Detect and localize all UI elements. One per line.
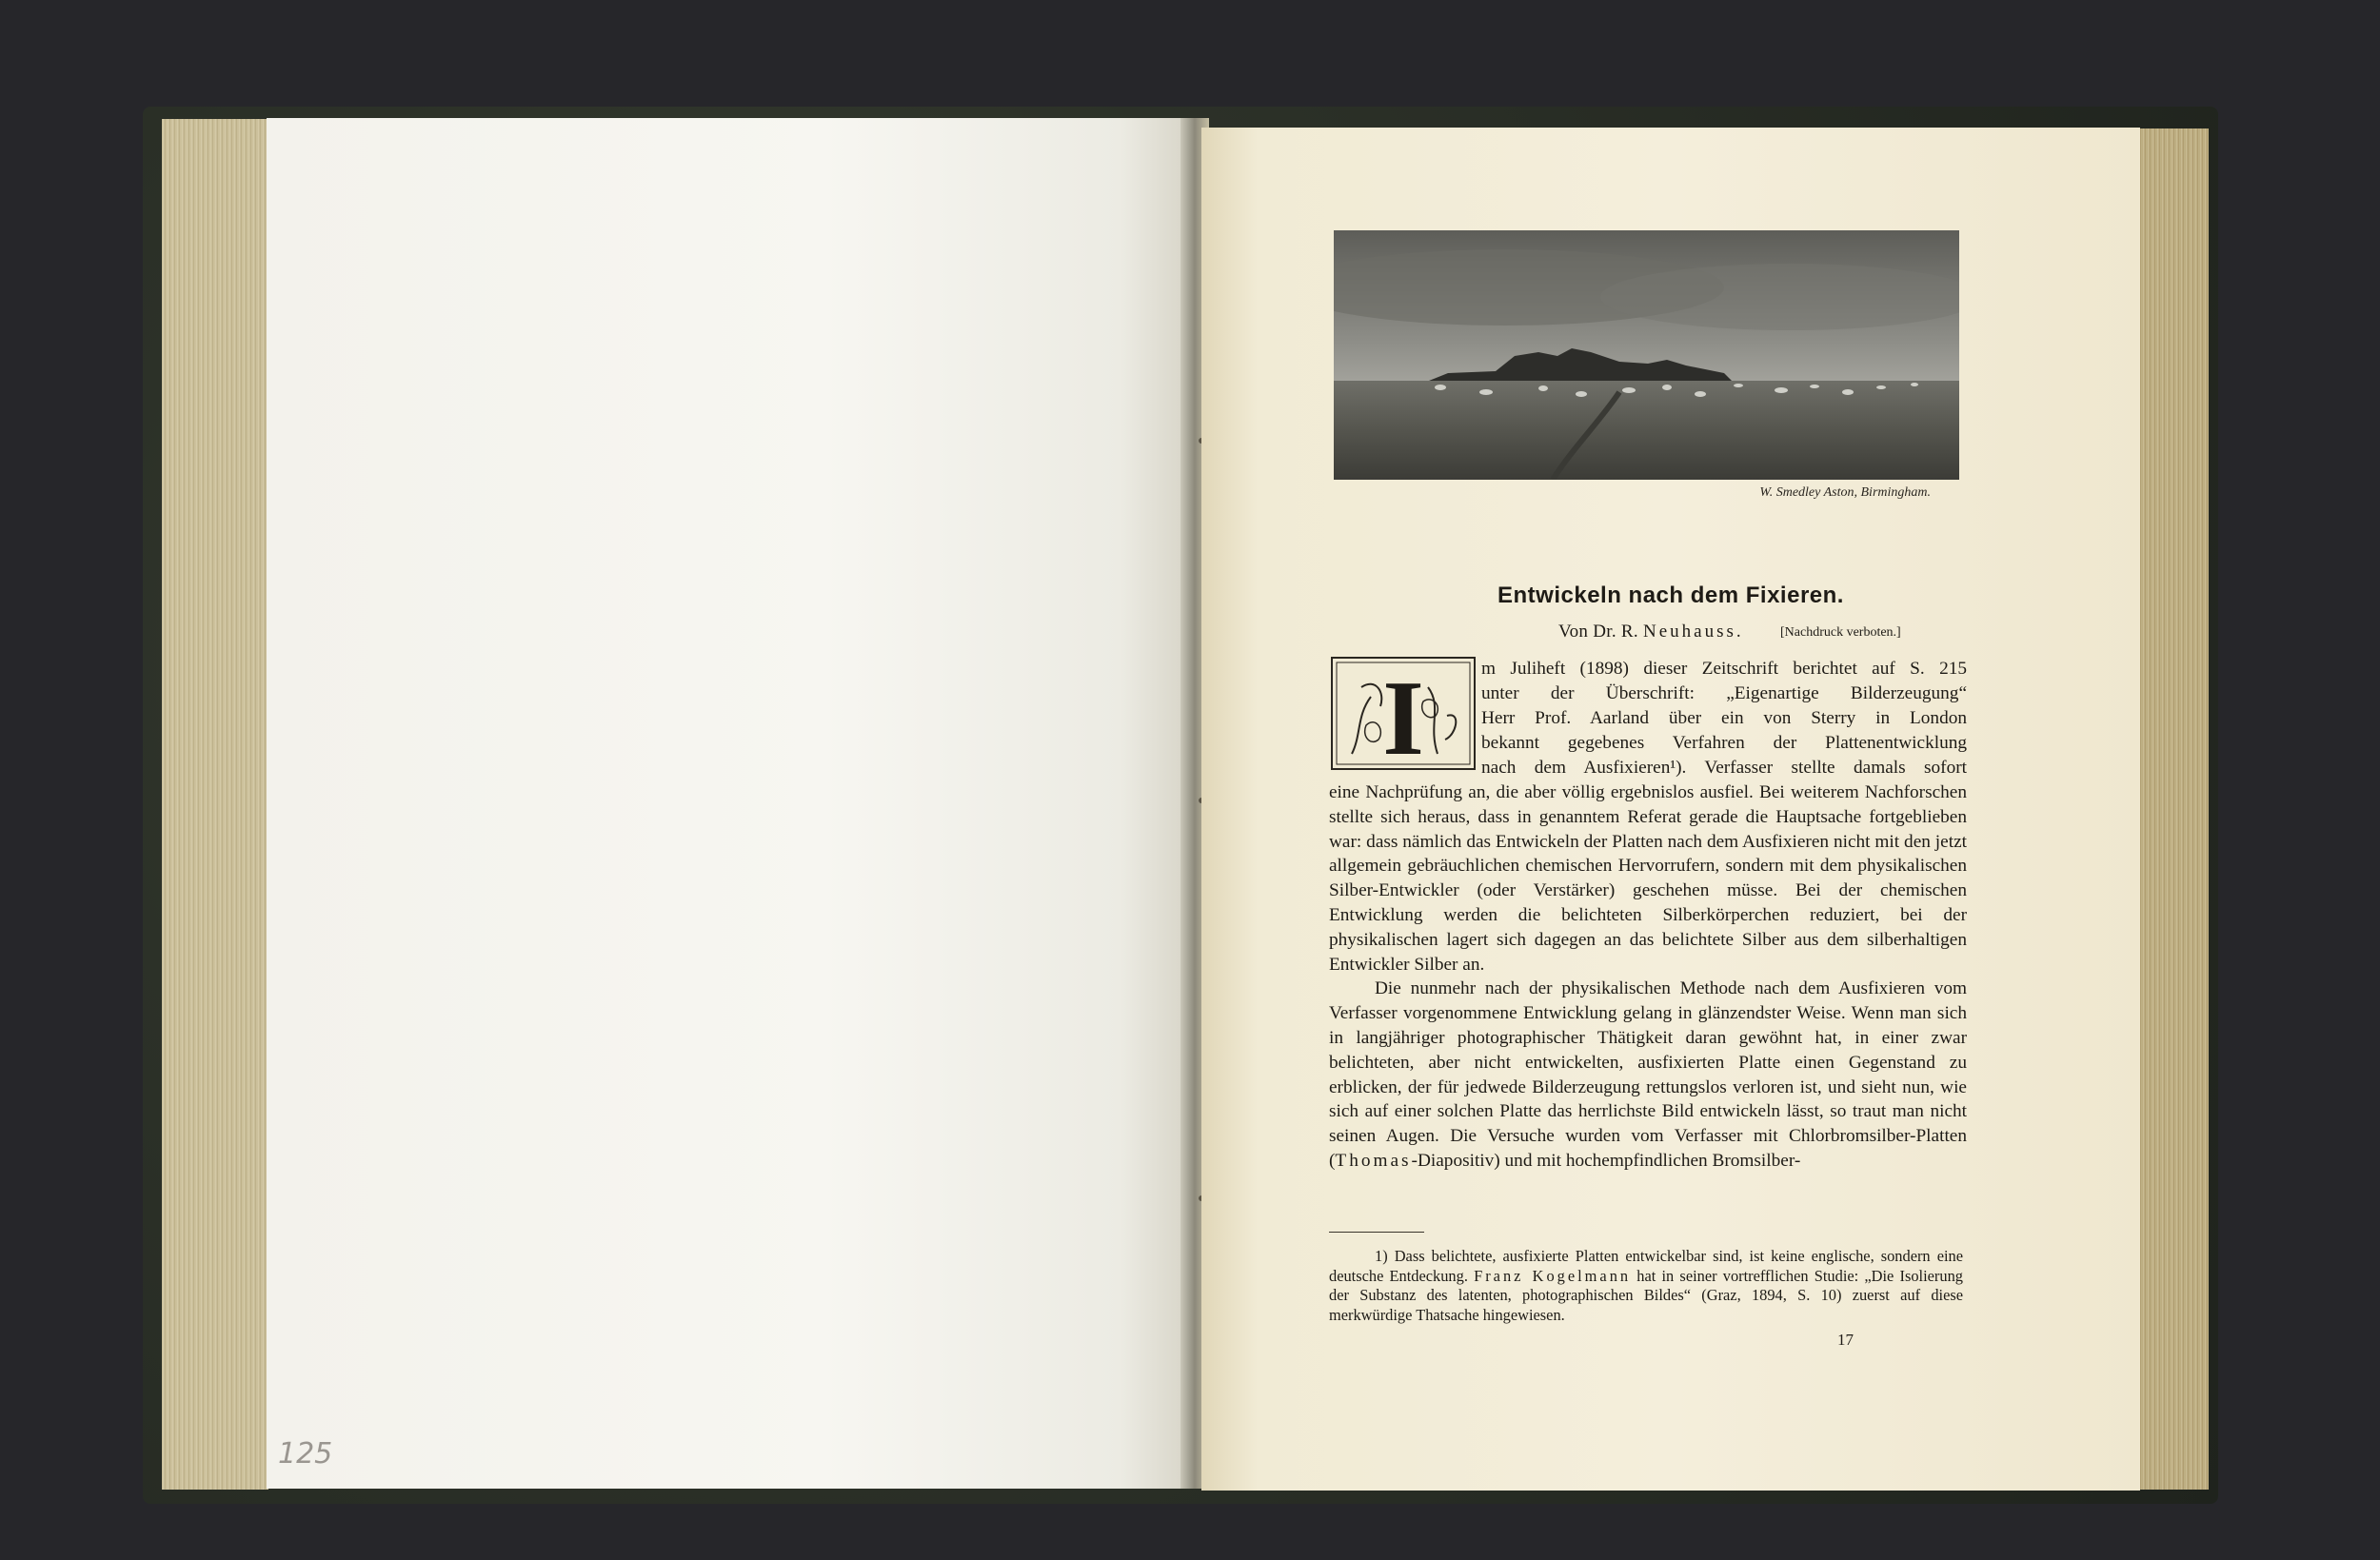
- lead-line: Herr Prof. Aarland über ein von Sterry in London: [1481, 708, 1967, 728]
- lead-line: m Juliheft (1898) dieser Zeitschrift berichtet auf S. 215: [1481, 659, 1967, 679]
- right-page-edges: [2137, 128, 2209, 1490]
- author-name: Neuhauss.: [1643, 622, 1744, 642]
- paragraph-2-name: Thomas: [1335, 1150, 1412, 1171]
- footnote-text: 1) Dass belichtete, ausfixierte Platten entwickelbar sind, ist keine englische, sondern eine deutsche Entdeckung.: [1329, 1247, 1963, 1285]
- photo-credit: W. Smedley Aston, Birmingham.: [1759, 485, 1931, 500]
- pencil-page-note: 125: [278, 1437, 333, 1471]
- footnote-rule: [1329, 1232, 1424, 1233]
- landscape-photograph: [1334, 230, 1959, 480]
- lead-line: unter der Überschrift: „Eigenartige Bilderzeugung“: [1481, 683, 1967, 703]
- paragraph-2-text: Die nunmehr nach der physikalischen Methode nach dem Ausfixieren vom Verfasser vorgenommene Entwicklung gelang in glänzendster Weise. Wenn man sich in langjähriger photographischer Thätigkeit daran gewöhnt hat, in einer zwar belichteten, aber nicht entwickelten, ausfixierten Platte einen Gegenstand zu erblicken, der für jedwede Bilderzeugung rettungslos verloren ist, und sieht nun, wie sich auf einer solchen Platte das herrlichste Bild entwickeln lässt, so traut man nicht seinen Augen. Die Versuche wurden vom Verfasser mit Chlorbromsilber-Platten (: [1329, 978, 1967, 1171]
- lead-line: bekannt gegebenes Verfahren der Plattenentwicklung: [1481, 733, 1967, 753]
- article-body: [1329, 780, 1967, 1174]
- left-page-edges: [162, 119, 268, 1490]
- left-blank-page: [267, 118, 1195, 1489]
- paragraph-2-tail: -Diapositiv) und mit hochempfindlichen Bromsilber-: [1411, 1150, 1801, 1171]
- article-title: Entwickeln nach dem Fixieren.: [1497, 583, 1844, 608]
- lead-line: nach dem Ausfixieren¹). Verfasser stellte damals sofort: [1481, 758, 1967, 778]
- article-byline: [1558, 622, 1744, 642]
- decorated-initial: [1331, 657, 1476, 770]
- byline-prefix: Von Dr. R.: [1558, 622, 1643, 642]
- page-number: 17: [1837, 1331, 1854, 1349]
- initial-letter: I: [1382, 660, 1424, 768]
- paragraph-1: eine Nachprüfung an, die aber völlig ergebnislos ausfiel. Bei weiterem Nachforschen stellte sich heraus, dass in genanntem Referat gerade die Hauptsache fortgeblieben war: dass nämlich das Entwickeln der Platten nach dem Ausfixieren nicht mit den jetzt allgemein gebräuchlichen chemischen Hervorrufern, sondern mit dem physikalischen Silber-Entwickler (oder Verstärker) geschehen müsse. Bei der chemischen Entwicklung werden die belichteten Silberkörperchen reduziert, bei der physikalischen lagert sich dagegen an das belichtete Silber aus dem silberhaltigen Entwickler Silber an.: [1329, 782, 1967, 975]
- footnote: [1329, 1247, 1963, 1325]
- footnote-name: Franz Kogelmann: [1474, 1266, 1632, 1285]
- footnote-tail: hat in seiner vortrefflichen Studie: „Die Isolierung der Substanz des latenten, photographischen Bildes“ (Graz, 1894, S. 10) zuerst auf diese merkwürdige Thatsache hingewiesen.: [1329, 1266, 1963, 1324]
- reprint-notice: [Nachdruck verboten.]: [1780, 625, 1901, 640]
- paragraph-2: [1329, 977, 1967, 1173]
